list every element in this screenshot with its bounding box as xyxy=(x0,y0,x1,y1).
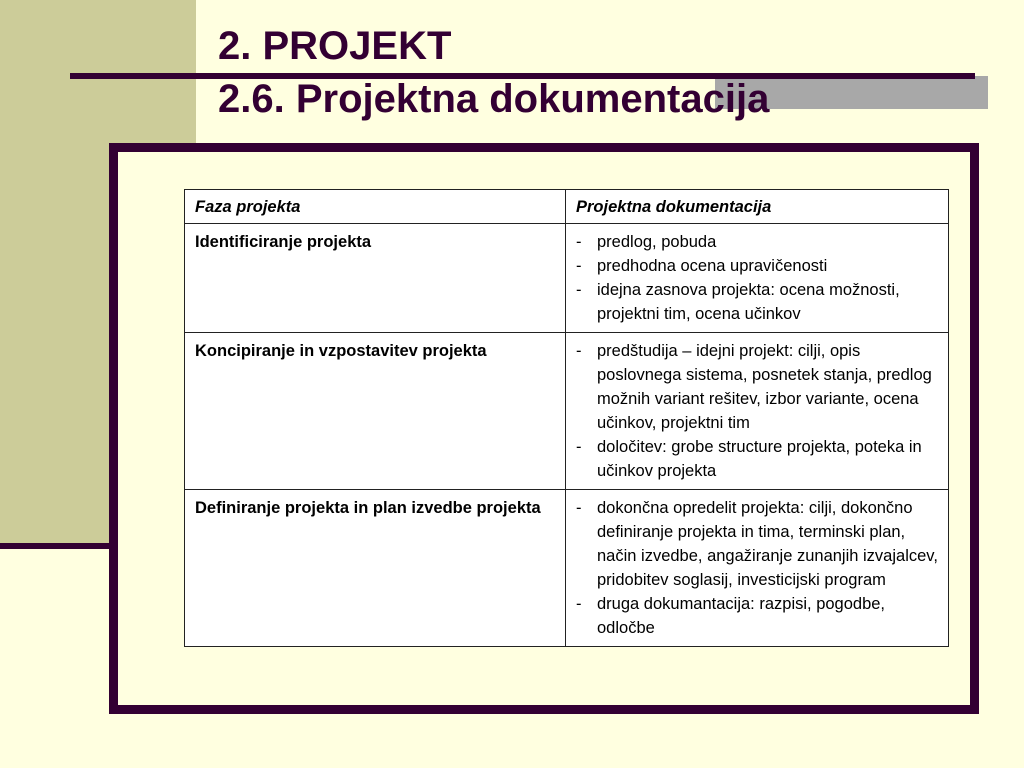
documentation-list xyxy=(576,496,938,640)
slide-title-line2: 2.6. Projektna dokumentacija xyxy=(218,77,770,121)
header-documentation: Projektna dokumentacija xyxy=(566,190,949,224)
list-item: - predštudija – idejni projekt: cilji, opis poslovnega sistema, posnetek stanja, predlog možnih variant rešitev, izbor variante, ocena učinkov, projektni tim xyxy=(576,339,938,435)
documentation-table xyxy=(184,189,949,647)
phase-cell: Identificiranje projekta xyxy=(185,224,566,333)
list-item: - druga dokumantacija: razpisi, pogodbe, odločbe xyxy=(576,592,938,640)
slide-title-line1: 2. PROJEKT xyxy=(218,24,452,68)
documentation-cell xyxy=(566,224,949,333)
left-decor-bar xyxy=(0,543,112,549)
documentation-cell xyxy=(566,333,949,490)
header-phase: Faza projekta xyxy=(185,190,566,224)
list-item: - predhodna ocena upravičenosti xyxy=(576,254,938,278)
table-row xyxy=(185,224,949,333)
list-item: - idejna zasnova projekta: ocena možnosti, projektni tim, ocena učinkov xyxy=(576,278,938,326)
list-item: - določitev: grobe structure projekta, poteka in učinkov projekta xyxy=(576,435,938,483)
table-row xyxy=(185,333,949,490)
documentation-list xyxy=(576,339,938,483)
list-item: - predlog, pobuda xyxy=(576,230,938,254)
list-item: - dokončna opredelit projekta: cilji, dokončno definiranje projekta in tima, terminski plan, način izvedbe, angažiranje zunanjih izvajalcev, pridobitev soglasij, investicijski program xyxy=(576,496,938,592)
table-header-row xyxy=(185,190,949,224)
phase-cell: Koncipiranje in vzpostavitev projekta xyxy=(185,333,566,490)
documentation-cell xyxy=(566,490,949,647)
phase-cell: Definiranje projekta in plan izvedbe projekta xyxy=(185,490,566,647)
table-row xyxy=(185,490,949,647)
slide-title xyxy=(218,22,769,123)
documentation-list xyxy=(576,230,938,326)
